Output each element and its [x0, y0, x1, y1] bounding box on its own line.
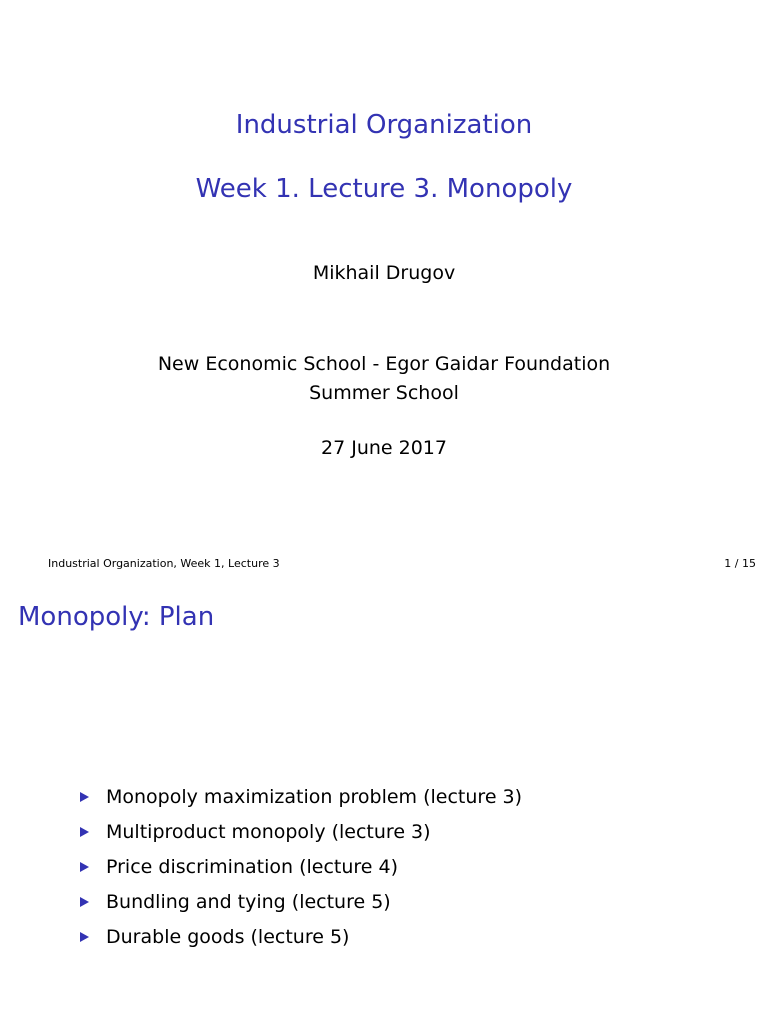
presentation-subtitle: Week 1. Lecture 3. Monopoly [195, 174, 573, 204]
author-name: Mikhail Drugov [312, 262, 456, 284]
list-item [80, 919, 522, 954]
triangle-right-icon [80, 897, 89, 907]
list-item-label: Price discrimination (lecture 4) [106, 855, 399, 878]
list-item-label: Multiproduct monopoly (lecture 3) [106, 820, 431, 843]
triangle-right-icon [80, 827, 89, 837]
list-item [80, 849, 522, 884]
plan-slide [0, 576, 768, 1024]
triangle-right-icon [80, 932, 89, 942]
frame-title: Monopoly: Plan [18, 602, 215, 632]
presentation-title: Industrial Organization [235, 110, 533, 140]
presentation-date: 27 June 2017 [321, 437, 447, 459]
list-item [80, 814, 522, 849]
plan-list [80, 779, 522, 954]
list-item [80, 779, 522, 814]
triangle-right-icon [80, 792, 89, 802]
footer-title: Industrial Organization, Week 1, Lecture 3 [48, 557, 280, 570]
page-number: 1 / 15 [724, 557, 756, 570]
list-item-label: Monopoly maximization problem (lecture 3) [106, 785, 523, 808]
list-item [80, 884, 522, 919]
list-item-label: Durable goods (lecture 5) [106, 925, 350, 948]
triangle-right-icon [80, 862, 89, 872]
institute-line-2: Summer School [309, 382, 459, 404]
institute-line-1: New Economic School - Egor Gaidar Foundation [157, 353, 611, 375]
list-item-label: Bundling and tying (lecture 5) [106, 890, 391, 913]
